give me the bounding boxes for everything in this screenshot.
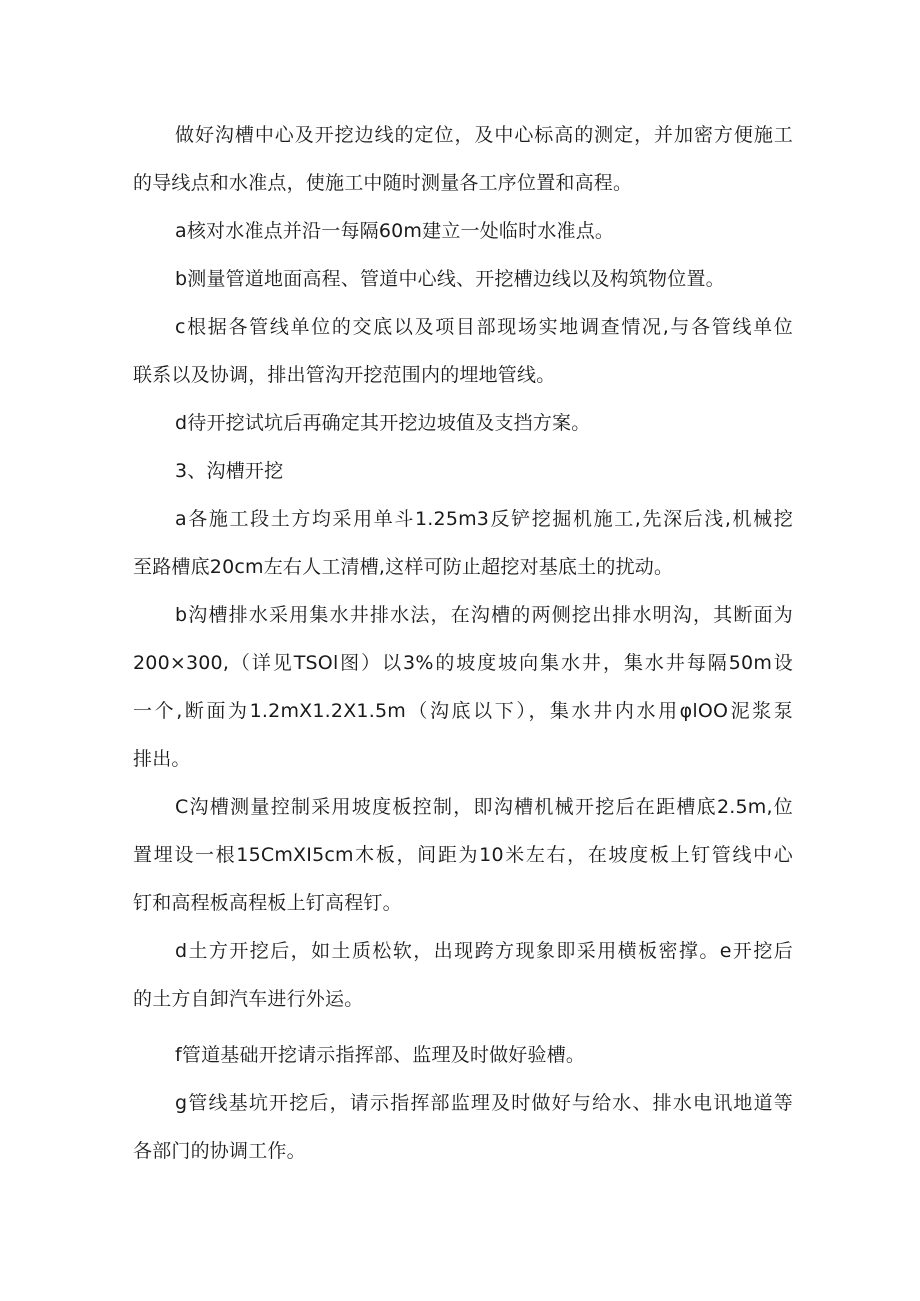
paragraph-1-line-2: 的导线点和水准点，使施工中随时测量各工序位置和高程。 (133, 172, 633, 194)
paragraph-9-line-2: 置埋设一根15CmXI5cm木板，间距为10米左右，在坡度板上钉管线中心 (133, 844, 793, 866)
paragraph-2-line-1: a核对水准点并沿一每隔60m建立一处临时水准点。 (175, 220, 615, 242)
paragraph-12-line-2: 各部门的协调工作。 (133, 1140, 306, 1162)
paragraph-5-line-1: d待开挖试坑后再确定其开挖边坡值及支挡方案。 (175, 412, 591, 434)
section-heading: 3、沟槽开挖 (175, 460, 284, 482)
paragraph-10-line-2: 的土方自卸汽车进行外运。 (133, 988, 364, 1010)
paragraph-8-line-4: 排出。 (133, 748, 191, 770)
paragraph-10-line-1: d土方开挖后，如土质松软，出现跨方现象即采用横板密撑。e开挖后 (175, 940, 793, 962)
paragraph-8-line-2: 200×300,（详见TSOl图）以3%的坡度坡向集水井，集水井每隔50m设 (133, 652, 793, 674)
paragraph-9-line-1: C沟槽测量控制采用坡度板控制，即沟槽机械开挖后在距槽底2.5m,位 (175, 796, 793, 818)
paragraph-8-line-1: b沟槽排水采用集水井排水法，在沟槽的两侧挖出排水明沟，其断面为 (175, 604, 793, 626)
paragraph-9-line-3: 钉和高程板高程板上钉高程钉。 (133, 892, 402, 914)
paragraph-12-line-1: g管线基坑开挖后，请示指挥部监理及时做好与给水、排水电讯地道等 (175, 1092, 793, 1114)
paragraph-7-line-2: 至路槽底20cm左右人工清槽,这样可防止超挖对基底土的扰动。 (133, 556, 674, 578)
paragraph-7-line-1: a各施工段土方均采用单斗1.25m3反铲挖掘机施工,先深后浅,机械挖 (175, 508, 793, 530)
paragraph-4-line-2: 联系以及协调，排出管沟开挖范围内的埋地管线。 (133, 364, 556, 386)
paragraph-8-line-3: 一个,断面为1.2mX1.2X1.5m（沟底以下），集水井内水用φlOO泥浆泵 (133, 700, 793, 722)
paragraph-1-line-1: 做好沟槽中心及开挖边线的定位，及中心标高的测定，并加密方便施工 (175, 124, 793, 146)
paragraph-11-line-1: f管道基础开挖请示指挥部、监理及时做好验槽。 (175, 1044, 586, 1066)
paragraph-3-line-1: b测量管道地面高程、管道中心线、开挖槽边线以及构筑物位置。 (175, 268, 725, 290)
paragraph-4-line-1: c根据各管线单位的交底以及项目部现场实地调查情况,与各管线单位 (175, 316, 793, 338)
